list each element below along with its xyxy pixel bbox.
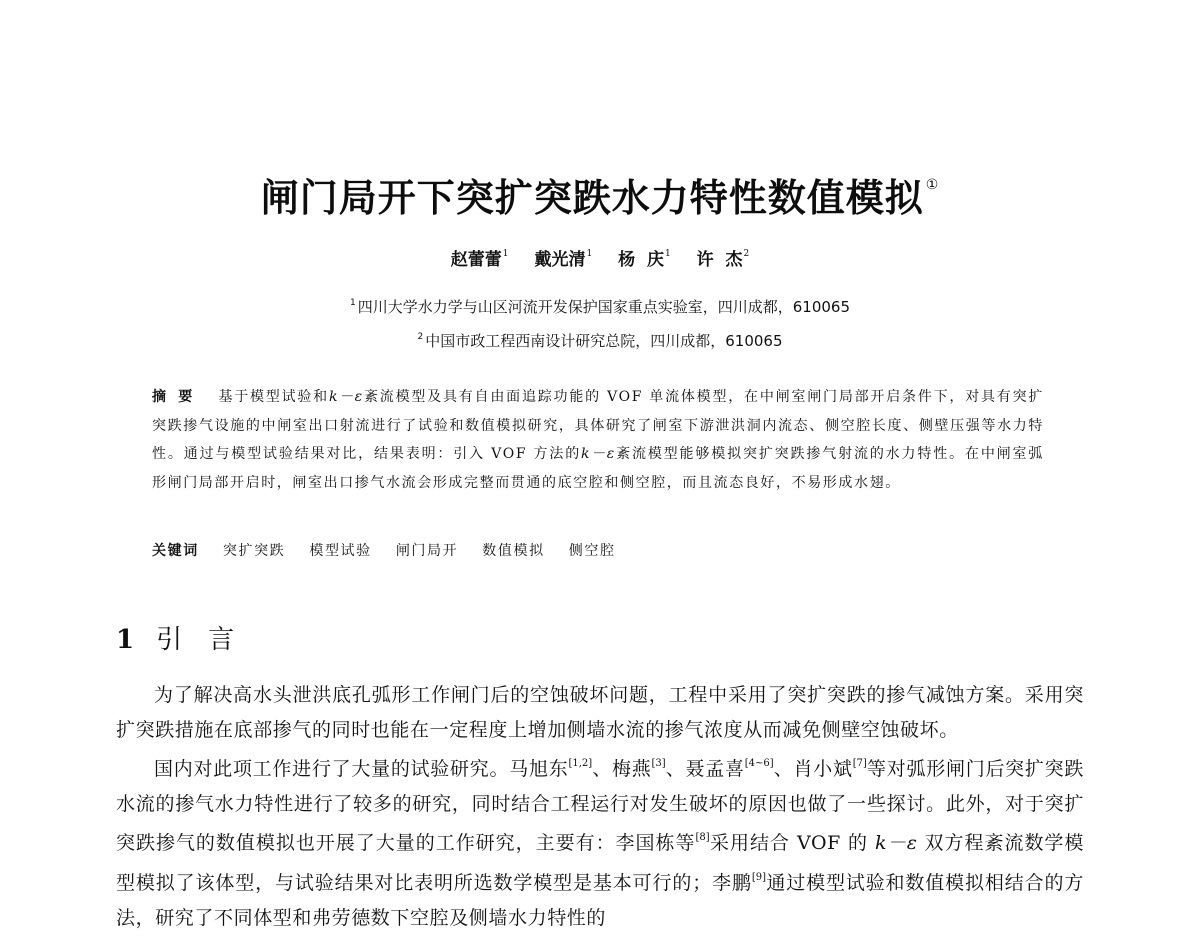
keyword: 侧空腔: [568, 543, 616, 559]
author: 赵蕾蕾$^1$: [450, 249, 509, 270]
paragraph: 为了解决高水头泄洪底孔弧形工作闸门后的空蚀破坏问题，工程中采用了突扩突跌的掺气减蚀方案。采用突扩突跌措施在底部掺气的同时也能在一定程度上增加侧墙水流的掺气浓度从而减免侧壁空蚀破坏。: [116, 684, 1084, 741]
author: 许 杰$^2$: [696, 249, 750, 270]
abstract: 摘要 基于模型试验和k－ε紊流模型及具有自由面追踪功能的 VOF 单流体模型，在中闸室闸门局部开启条件下，对具有突扩突跌掺气设施的中闸室出口射流进行了试验和数值模拟研究，具体研究了闸室下游泄洪洞内流态、侧空腔长度、侧壁压强等水力特性。通过与模型试验结果对比，结果表明：引入 VOF 方法的k－ε紊流模型能够模拟突扩突跌掺气射流的水力特性。在中闸室弧形闸门局部开启时，闸室出口掺气水流会形成完整而贯通的底空腔和侧空腔，而且流态良好，不易形成水翅。: [152, 389, 1044, 491]
keyword: 模型试验: [309, 543, 372, 559]
keyword: 数值模拟: [482, 543, 545, 559]
abstract-label: 摘要: [152, 389, 205, 405]
paragraph: 国内对此项工作进行了大量的试验研究。马旭东[1,2]、梅燕[3]、聂孟喜[4~6]、肖小斌[7]等对弧形闸门后突扩突跌水流的掺气水力特性进行了较多的研究，同时结合工程运行对发生破坏的原因也做了一些探讨。此外，对于突扩突跌掺气的数值模拟也开展了大量的工作研究，主要有：李国栋等[8]采用结合 VOF 的 k－ε 双方程紊流数学模型模拟了该体型，与试验结果对比表明所选数学模型是基本可行的；李鹏[9]通过模型试验和数值模拟相结合的方法，研究了不同体型和弗劳德数下空腔及侧墙水力特性的: [116, 758, 1085, 929]
citation: [4~6]: [744, 758, 774, 770]
body-text: [116, 678, 1084, 935]
title-footnote-marker: ①: [925, 177, 940, 193]
keywords: [152, 537, 1044, 565]
citation: [1,2]: [568, 758, 593, 770]
section-heading: [116, 620, 260, 660]
citation: [3]: [651, 758, 666, 770]
author-list: [0, 240, 1200, 274]
affiliation: $^2$ 中国市政工程西南设计研究总院，四川成都，610065: [417, 332, 783, 350]
citation: [8]: [695, 832, 710, 844]
affiliation-list: [0, 288, 1200, 356]
citation: [7]: [852, 758, 867, 770]
citation: [9]: [751, 871, 767, 883]
author: 戴光清$^1$: [534, 249, 593, 270]
section-title: 引言: [156, 625, 261, 655]
keyword: 突扩突跌: [222, 543, 286, 559]
keywords-label: 关键词: [152, 543, 199, 559]
title-text: 闸门局开下突扩突跌水力特性数值模拟: [260, 176, 924, 220]
section-number: 1: [116, 625, 135, 655]
keyword: 闸门局开: [395, 543, 459, 559]
author: 杨 庆$^1$: [618, 249, 671, 270]
affiliation: $^1$ 四川大学水力学与山区河流开发保护国家重点实验室，四川成都，610065: [350, 298, 850, 316]
paper-title: [0, 158, 1200, 225]
